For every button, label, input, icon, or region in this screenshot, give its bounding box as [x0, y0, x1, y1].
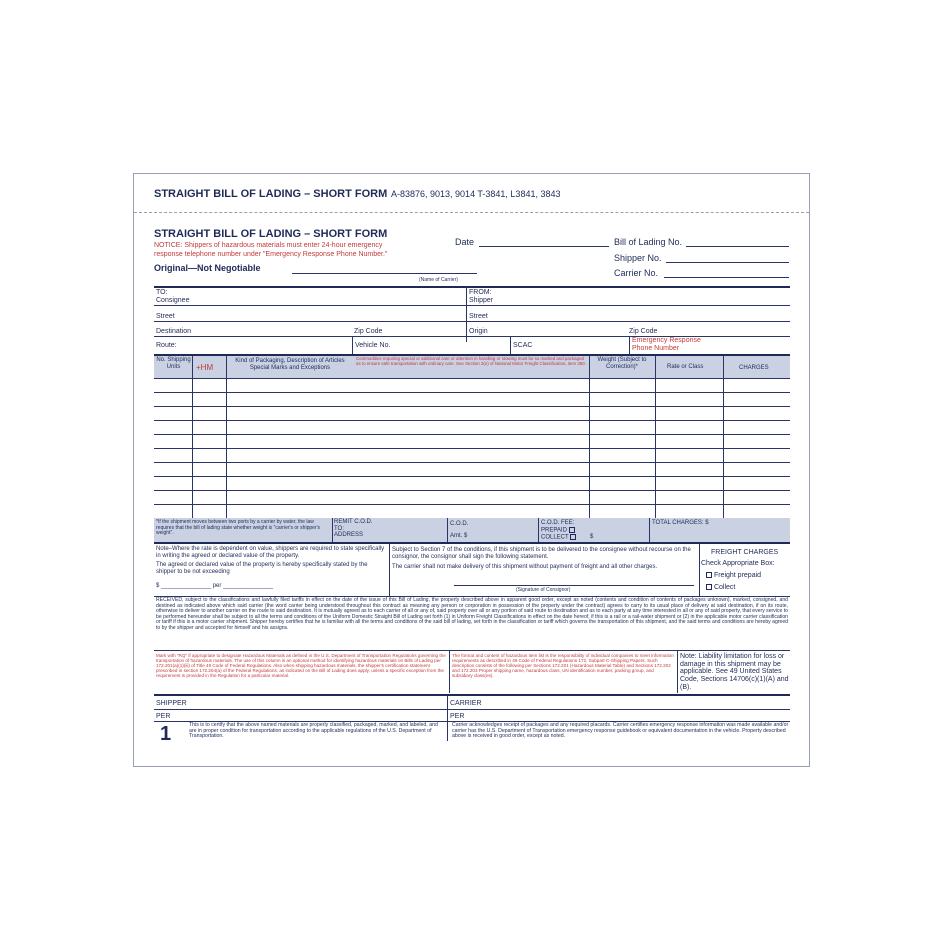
- street-label: Street: [156, 313, 175, 320]
- cod-divider-3: [538, 518, 539, 542]
- freight-collect-checkbox[interactable]: [706, 584, 712, 590]
- consignee-label: Consignee: [156, 297, 190, 304]
- from-label: FROM:: [469, 289, 492, 296]
- date-field[interactable]: [479, 246, 609, 247]
- table-row[interactable]: [154, 490, 790, 491]
- table-row[interactable]: [154, 406, 790, 407]
- table-row[interactable]: [154, 420, 790, 421]
- street-field[interactable]: [154, 321, 790, 322]
- hazmat-divider-1: [449, 651, 450, 693]
- table-row[interactable]: [154, 448, 790, 449]
- to-label: TO:: [156, 289, 168, 296]
- street-from-label: Street: [469, 313, 488, 320]
- shipper-no-field[interactable]: [666, 262, 789, 263]
- to-from-divider: [466, 286, 467, 342]
- hazmat-marking-note: Mark with "RQ" if appropriate to designate Hazardous Materials as defined in the U.S. Department of Transportation Regulations governing the transportation of hazardous materials. The use of this column is an optional method for identifying hazardous materials on Bills of Lading per 172.201(a)(1)(iii) of Title 49 Code of Federal Regulations. Also when shipping hazardous materials, the shipper's certification statement prescribed in section 172.204(a) of the Federal Regulations, as indicated on the Bill of Lading does apply, unless a specific exception from the requirement is provided in the Regulation for a particular material.: [156, 653, 446, 679]
- strip-codes: A-83876, 9013, 9014 T-3841, L3841, 3843: [391, 189, 561, 199]
- cod-collect-checkbox[interactable]: [570, 534, 576, 540]
- carrier-signature-label: CARRIER: [450, 700, 482, 707]
- table-row[interactable]: [154, 392, 790, 393]
- signature-field[interactable]: [154, 709, 790, 710]
- shipper-certification: This is to certify that the above named materials are properly classified, packaged, marked, and labeled, and are in proper condition for transportation according to the applicable regulations of the U.S. Department of Transportation.: [189, 722, 438, 740]
- perforation: [134, 212, 809, 213]
- col-kind-header: Kind of Packaging, Description of Articles Special Marks and Exceptions: [235, 358, 345, 371]
- notice-line-1: NOTICE: Shippers of hazardous materials must enter 24-hour emergency: [154, 242, 383, 249]
- notice-line-2: response telephone number under "Emergency Response Phone Number.": [154, 251, 388, 258]
- vehicle-divider: [510, 336, 511, 354]
- total-charges-label: TOTAL CHARGES: $: [652, 520, 709, 526]
- hazmat-divider-2: [677, 651, 678, 693]
- scac-label: SCAC: [513, 342, 533, 349]
- consignor-signature-caption: (Signature of Consignor): [516, 587, 571, 593]
- hazmat-format-note: The format and content of hazardous item list is the responsibility of individual companies to meet information requirements as described in 49 Code of Federal Regulations 172, Subpart C-Shipping Papers. Such description consists of the following per Sections 172.201 (Hazardous Material Table) and Sections 172.202 and 172.203 Proper shipping name, hazardous class, UN identification number, packing group, and subsidiary class(es).: [452, 653, 674, 679]
- rule-hazmat: [154, 694, 790, 696]
- cod-prepaid-text: PREPAID: [541, 527, 567, 534]
- form-title: STRAIGHT BILL OF LADING – SHORT FORM: [154, 228, 388, 240]
- shipper-label: Shipper: [469, 297, 494, 304]
- agreed-value-note: The agreed or declared value of the property is hereby specifically stated by the shipper to be not exceeding: [156, 562, 368, 575]
- freight-charges-label: FREIGHT CHARGES: [711, 549, 779, 556]
- rule-top: [154, 286, 790, 288]
- col-charges-header: CHARGES: [739, 365, 769, 371]
- cod-prepaid-label: [541, 527, 575, 534]
- strip-title: STRAIGHT BILL OF LADING – SHORT FORM: [154, 188, 388, 200]
- freight-prepaid-checkbox[interactable]: [706, 572, 712, 578]
- origin-label: Origin: [469, 328, 488, 335]
- consignee-field[interactable]: [154, 305, 790, 306]
- freight-divider: [699, 544, 700, 596]
- zip-from-label: Zip Code: [629, 328, 658, 335]
- table-row[interactable]: [154, 504, 790, 505]
- carrier-acknowledgement: Carrier acknowledges receipt of packages and any required placards. Carrier certifies emergency response information was made available and/or carrier has the U.S. Department of Transportation emergency response guidebook or equivalent documentation in the vehicle. Property described above is received in good order, except as noted.: [452, 722, 789, 740]
- table-row[interactable]: [154, 462, 790, 463]
- col-line-2: [226, 356, 227, 518]
- cod-fee-label: C.O.D. FEE:: [541, 520, 575, 526]
- emergency-phone-label: Emergency Response Phone Number: [632, 337, 701, 352]
- zip-to-label: Zip Code: [354, 328, 383, 335]
- carrier-name-line[interactable]: [292, 273, 477, 274]
- carrier-no-field[interactable]: [664, 277, 789, 278]
- col-line-5: [723, 356, 724, 518]
- copy-number: 1: [160, 723, 172, 745]
- cod-amount-label: Amt. $: [450, 533, 468, 539]
- cod-fee-dollar: $: [590, 534, 594, 540]
- liability-note: Note: Liability limitation for loss or damage in this shipment may be applicable. See 49 United States Code, Sections 14706(c)(1)(A) and (B).: [680, 653, 789, 691]
- cod-prepaid-checkbox[interactable]: [569, 527, 575, 533]
- shipper-per-label: PER: [156, 713, 171, 720]
- freight-collect-option[interactable]: [706, 584, 735, 591]
- date-label: Date: [455, 237, 475, 247]
- check-box-label: Check Appropriate Box:: [701, 560, 775, 567]
- cod-collect-text: COLLECT: [541, 534, 569, 541]
- destination-label: Destination: [156, 328, 192, 335]
- received-terms: RECEIVED, subject to the classifications and lawfully filed tariffs in effect on the date of the issue of this Bill of Lading, the property described above in apparent good order, except as noted (contents and condition of contents of packages unknown), marked, consigned, and destined as indicated above which said carrier (the word carrier being understood throughout this contract as meaning any person or corporation in possession of the property under the contract) agrees to carry to its usual place of delivery at said destination, if on its route, otherwise to deliver to another carrier on the route to said destination. It is mutually agreed as to each carrier of all or any of, said property over all or any portion of said route to destination and as to each party at any time interested in all or any of said property, that every service to be performed hereunder shall be subject to all the terms and conditions of the Uniform Domestic Straight Bill of Lading set forth (1) in Uniform Freight Classifications in effect on the date hereof, if this is a rail or a rail-water shipment or (2) in the applicable motor carrier classification or tariff if this is a motor carrier shipment. Shipper hereby certifies that he is familiar with all the terms and conditions of the said bill of lading, set forth in the classification or tariff which governs the transportation of this shipment, and the said terms and conditions are hereby agreed to by the shipper and accepted for himself and his assigns.: [156, 597, 788, 631]
- carrier-name-caption: (Name of Carrier): [419, 277, 458, 283]
- col-hm-header: +HM: [196, 363, 214, 372]
- col-line-3: [589, 356, 590, 518]
- shipper-no-label: Shipper No.: [614, 253, 662, 263]
- rule-received: [154, 650, 790, 651]
- cod-divider-4: [649, 518, 650, 542]
- col-units-header: No. Shipping Units: [156, 357, 191, 370]
- carrier-no-label: Carrier No.: [614, 268, 659, 278]
- consignor-signature-line[interactable]: [454, 585, 694, 586]
- scac-divider: [629, 336, 630, 354]
- value-per-line[interactable]: $ _______________ per _______________: [156, 583, 274, 589]
- cod-divider-2: [447, 518, 448, 542]
- value-divider: [389, 544, 390, 596]
- rule-cod: [154, 542, 790, 544]
- shipper-signature-label: SHIPPER: [156, 700, 187, 707]
- col-line-1: [192, 356, 193, 518]
- cod-collect-label: [541, 534, 576, 541]
- col-line-4: [655, 356, 656, 518]
- col-rate-header: Rate or Class: [667, 364, 704, 370]
- section-7-note: Subject to Section 7 of the conditions, if this shipment is to be delivered to the consignee without recourse on the consignor, the consignor shall sign the following statement.: [392, 547, 691, 560]
- bill-of-lading-sheet: [133, 173, 810, 767]
- col-handling-note: Commodities requiring special or additional care or attention in handling or stowing must be so marked and packaged as to ensure safe transportation with ordinary care. See Section 2(e) of National Motor Freight Classification, item 360.: [356, 356, 586, 366]
- carrier-shall-note: The carrier shall not make delivery of this shipment without payment of freight and all other charges.: [392, 564, 658, 570]
- remit-cod-label: REMIT C.O.D. TO: ADDRESS: [334, 519, 373, 539]
- cod-label: C.O.D.: [450, 521, 469, 527]
- table-row[interactable]: [154, 378, 790, 379]
- freight-collect-text: Collect: [713, 584, 736, 591]
- route-label: Route:: [156, 342, 177, 349]
- bol-no-field[interactable]: [686, 246, 789, 247]
- water-carrier-note: *If the shipment moves between two ports by a carrier by water, the law requires that the bill of lading state whether weight is "carrier's or shipper's weight".: [156, 519, 321, 536]
- declared-value-note: Note–Where the rate is dependent on value, shippers are required to state specifically in writing the agreed or declared value of the property.: [156, 546, 385, 559]
- carrier-per-label: PER: [450, 713, 465, 720]
- original-not-negotiable: Original—Not Negotiable: [154, 263, 261, 273]
- bol-no-label: Bill of Lading No.: [614, 237, 683, 247]
- table-row[interactable]: [154, 434, 790, 435]
- col-weight-header: Weight (Subject to Correction)*: [597, 357, 647, 370]
- cod-divider-1: [332, 518, 333, 542]
- table-row[interactable]: [154, 476, 790, 477]
- route-divider: [352, 336, 353, 354]
- signature-divider: [447, 695, 448, 741]
- vehicle-no-label: Vehicle No.: [355, 342, 391, 349]
- freight-prepaid-option[interactable]: [706, 572, 761, 579]
- freight-prepaid-text: Freight prepaid: [713, 572, 762, 579]
